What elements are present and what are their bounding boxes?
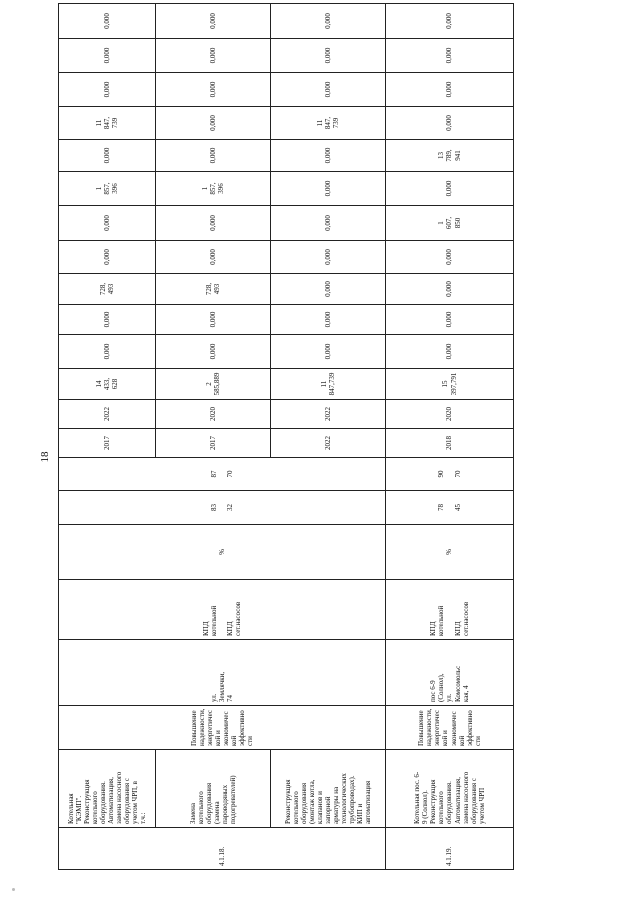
financing-cell: 0,000 bbox=[271, 274, 386, 305]
year-end: 2022 bbox=[59, 400, 156, 429]
measure-address: ул. Землячки, 74 bbox=[59, 640, 386, 706]
financing-cell: 0,000 bbox=[156, 206, 271, 241]
page-number: 18 bbox=[39, 451, 51, 463]
indicator-value-before: 83 32 bbox=[59, 491, 386, 525]
financing-cell: 1 857, 396 bbox=[59, 172, 156, 206]
financing-cell: 0,000 bbox=[271, 140, 386, 172]
table-row bbox=[59, 4, 156, 870]
financing-cell: 0,000 bbox=[386, 172, 514, 206]
financing-cell: 15 397,791 bbox=[386, 369, 514, 400]
indicator-value-before: 78 45 bbox=[386, 491, 514, 525]
year-end: 2020 bbox=[386, 400, 514, 429]
financing-cell: 0,000 bbox=[59, 206, 156, 241]
measure-name: Замена котельного оборудования (замена пароводяных подогревателей) bbox=[156, 750, 271, 828]
year-start: 2018 bbox=[386, 429, 514, 458]
financing-cell: 11 847, 739 bbox=[59, 107, 156, 140]
indicator-name: КПД котельной КПД сет.насосов bbox=[386, 580, 514, 640]
financing-cell: 11 847, 739 bbox=[271, 107, 386, 140]
financing-cell: 728, 493 bbox=[59, 274, 156, 305]
financing-cell: 0,000 bbox=[386, 73, 514, 107]
financing-cell: 13 789, 941 bbox=[386, 140, 514, 172]
financing-cell: 1 607, 850 bbox=[386, 206, 514, 241]
financing-cell: 0,000 bbox=[271, 206, 386, 241]
financing-cell: 728, 493 bbox=[156, 274, 271, 305]
financing-cell: 0,000 bbox=[271, 335, 386, 369]
indicator-name: КПД котельной КПД сет.насосов bbox=[59, 580, 386, 640]
financing-cell: 0,000 bbox=[156, 241, 271, 274]
financing-cell: 0,000 bbox=[271, 39, 386, 73]
year-end: 2020 bbox=[156, 400, 271, 429]
financing-cell: 0,000 bbox=[386, 241, 514, 274]
financing-cell: 0,000 bbox=[59, 305, 156, 335]
measure-name: Котельная "КЭМП". Реконструкция котельного оборудования. Автоматизация, замена насосного оборудования с учетом ЧРП, в т.ч.: bbox=[59, 750, 156, 828]
financing-cell: 0,000 bbox=[156, 305, 271, 335]
financing-cell: 0,000 bbox=[271, 305, 386, 335]
financing-cell: 0,000 bbox=[156, 73, 271, 107]
measure-goal: Повышение надежности, энергетичес кой и экономичес кой эффективно сти bbox=[59, 706, 386, 750]
item-number: 4.1.18. bbox=[59, 828, 386, 870]
indicator-value-after: 90 70 bbox=[386, 458, 514, 491]
measure-name: Котельная пос. 6- 9 (Солнол). Реконструкция котельного оборудования. Автоматизация, замена насосного оборудования с учетом ЧРП bbox=[386, 750, 514, 828]
financing-cell: 0,000 bbox=[271, 241, 386, 274]
financing-cell: 0,000 bbox=[59, 241, 156, 274]
financing-cell: 0,000 bbox=[59, 140, 156, 172]
financing-cell: 0,000 bbox=[59, 4, 156, 39]
financing-cell: 11 847,739 bbox=[271, 369, 386, 400]
indicator-unit: % bbox=[59, 525, 386, 580]
scan-speck bbox=[12, 888, 15, 891]
financing-cell: 0,000 bbox=[59, 335, 156, 369]
financing-cell: 0,000 bbox=[271, 73, 386, 107]
measure-name: Реконструкция котельного оборудования (монтаж котла, клапанов и запорной арматуры на технологических трубопроводах). КИП и автоматизация bbox=[271, 750, 386, 828]
financing-cell: 2 585,889 bbox=[156, 369, 271, 400]
rotated-page-content bbox=[58, 13, 513, 870]
financing-cell: 1 857, 396 bbox=[156, 172, 271, 206]
financing-cell: 0,000 bbox=[386, 39, 514, 73]
measure-goal: Повышение надежности, энергетичес кой и экономичес кой эффективно сти bbox=[386, 706, 514, 750]
financing-cell: 0,000 bbox=[386, 335, 514, 369]
financing-cell: 0,000 bbox=[59, 39, 156, 73]
measure-address: пос 6-9 (Солнол), ул. Комсомольс кая, 4 bbox=[386, 640, 514, 706]
financing-cell: 0,000 bbox=[386, 305, 514, 335]
financing-cell: 0,000 bbox=[156, 140, 271, 172]
financing-cell: 0,000 bbox=[271, 172, 386, 206]
measures-table bbox=[58, 3, 514, 870]
financing-cell: 0,000 bbox=[156, 107, 271, 140]
financing-cell: 0,000 bbox=[156, 335, 271, 369]
table-row bbox=[386, 4, 514, 870]
indicator-value-after: 87 70 bbox=[59, 458, 386, 491]
financing-cell: 0,000 bbox=[156, 39, 271, 73]
year-start: 2017 bbox=[59, 429, 156, 458]
financing-cell: 14 433, 628 bbox=[59, 369, 156, 400]
financing-cell: 0,000 bbox=[386, 4, 514, 39]
year-start: 2017 bbox=[156, 429, 271, 458]
year-start: 2022 bbox=[271, 429, 386, 458]
financing-cell: 0,000 bbox=[271, 4, 386, 39]
indicator-unit: % bbox=[386, 525, 514, 580]
item-number: 4.1.19. bbox=[386, 828, 514, 870]
financing-cell: 0,000 bbox=[386, 274, 514, 305]
financing-cell: 0,000 bbox=[386, 107, 514, 140]
financing-cell: 0,000 bbox=[59, 73, 156, 107]
financing-cell: 0,000 bbox=[156, 4, 271, 39]
year-end: 2022 bbox=[271, 400, 386, 429]
